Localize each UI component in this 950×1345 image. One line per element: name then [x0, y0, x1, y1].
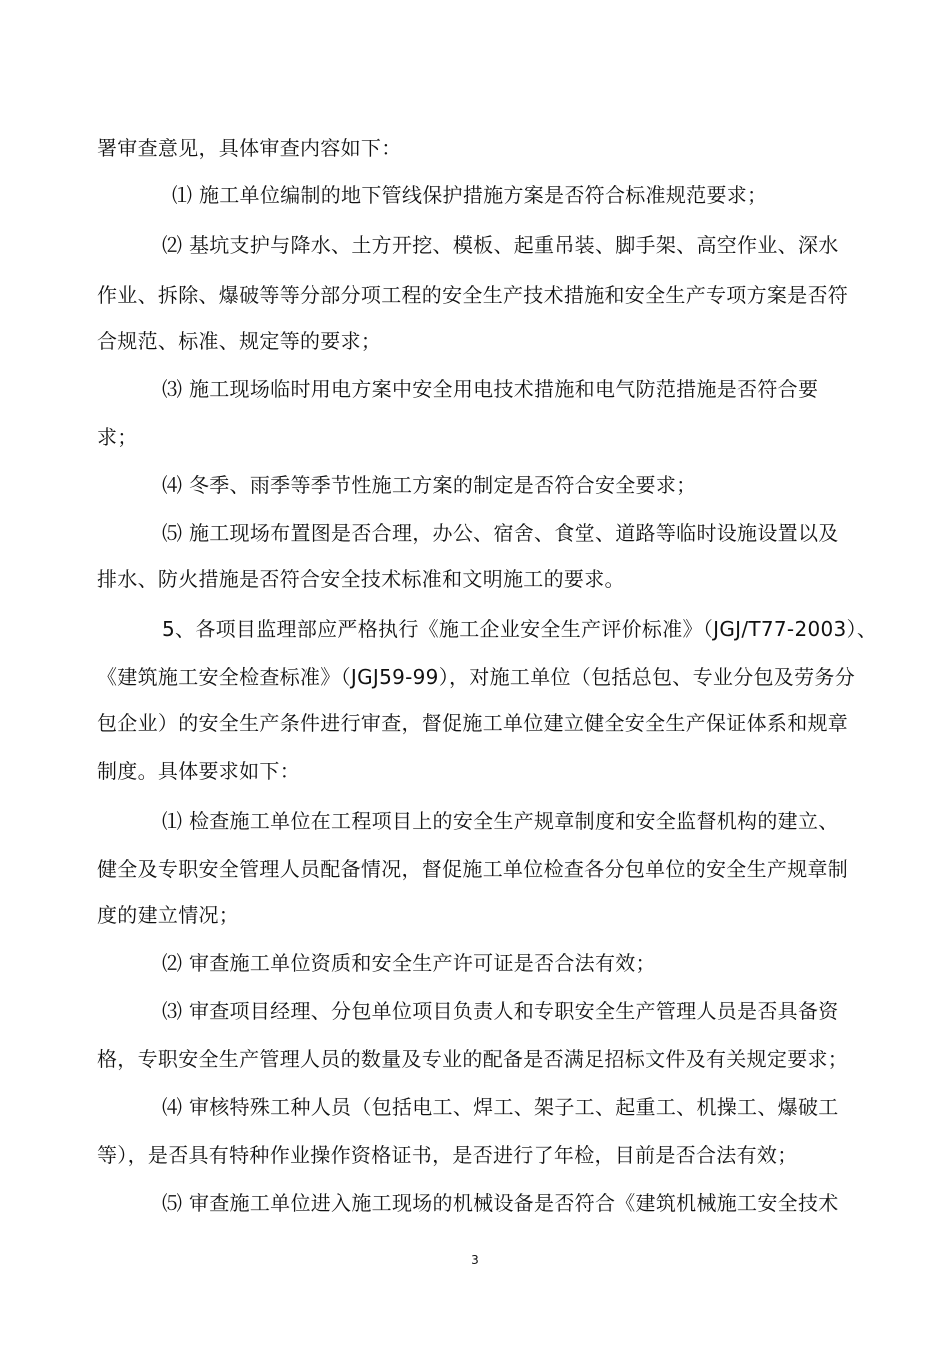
text-line: ⑶ 施工现场临时用电方案中安全用电技术措施和电气防范措施是否符合要: [162, 377, 819, 401]
text-line: ⑶ 审查项目经理、分包单位项目负责人和专职安全生产管理人员是否具备资: [162, 999, 839, 1023]
text-line: 制度。具体要求如下：: [97, 759, 300, 783]
text-line: 等），是否具有特种作业操作资格证书，是否进行了年检，目前是否合法有效；: [97, 1143, 798, 1167]
text-line: 健全及专职安全管理人员配备情况，督促施工单位检查各分包单位的安全生产规章制: [97, 857, 849, 881]
text-line: ⑵ 基坑支护与降水、土方开挖、模板、起重吊装、脚手架、高空作业、深水: [162, 233, 839, 257]
text-line: 《建筑施工安全检查标准》（JGJ59-99），对施工单位（包括总包、专业分包及劳务分: [97, 665, 856, 689]
text-line: 合规范、标准、规定等的要求；: [97, 329, 382, 353]
text-line: ⑴ 施工单位编制的地下管线保护措施方案是否符合标准规范要求；: [172, 183, 768, 207]
text-line: 排水、防火措施是否符合安全技术标准和文明施工的要求。: [97, 567, 625, 591]
text-line: 求；: [97, 425, 138, 449]
text-line: ⑴ 检查施工单位在工程项目上的安全生产规章制度和安全监督机构的建立、: [162, 809, 839, 833]
text-line: ⑵ 审查施工单位资质和安全生产许可证是否合法有效；: [162, 951, 656, 975]
text-line: 5、各项目监理部应严格执行《施工企业安全生产评价标准》（JGJ/T77-2003）、: [162, 617, 878, 641]
text-line: ⑸ 施工现场布置图是否合理，办公、宿舍、食堂、道路等临时设施设置以及: [162, 521, 839, 545]
text-line: 格，专职安全生产管理人员的数量及专业的配备是否满足招标文件及有关规定要求；: [97, 1047, 849, 1071]
page-number: 3: [471, 1253, 479, 1267]
text-line: 包企业）的安全生产条件进行审查，督促施工单位建立健全安全生产保证体系和规章: [97, 711, 849, 735]
text-line: ⑷ 审核特殊工种人员（包括电工、焊工、架子工、起重工、机操工、爆破工: [162, 1095, 839, 1119]
text-line: 度的建立情况；: [97, 903, 240, 927]
text-line: 署审查意见，具体审查内容如下：: [97, 136, 402, 160]
text-line: ⑸ 审查施工单位进入施工现场的机械设备是否符合《建筑机械施工安全技术: [162, 1191, 839, 1215]
text-line: ⑷ 冬季、雨季等季节性施工方案的制定是否符合安全要求；: [162, 473, 697, 497]
text-line: 作业、拆除、爆破等等分部分项工程的安全生产技术措施和安全生产专项方案是否符: [97, 283, 849, 307]
